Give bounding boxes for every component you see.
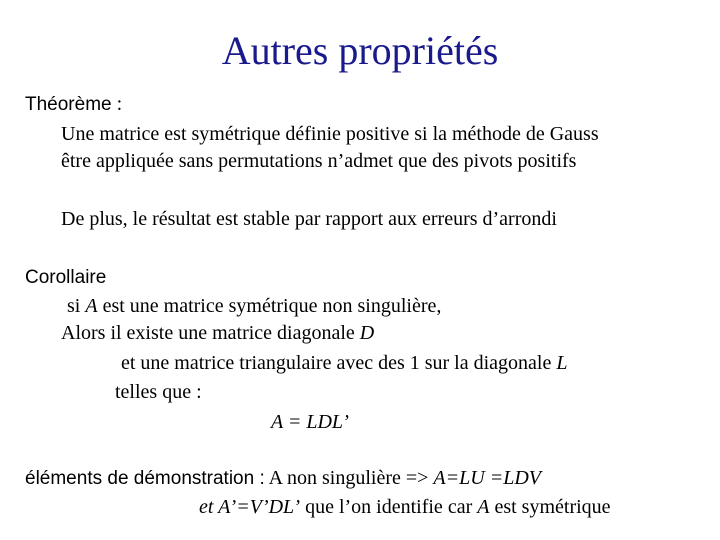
elements-line-1-b: A=LU =LDV [433,467,541,489]
theorem-line-2: être appliquée sans permutations n’admet que des pivots positifs [61,150,577,172]
elements-heading: éléments de démonstration : [25,468,265,489]
elements-line-2-b: que l’on identifie car [300,496,478,518]
theorem-heading-line [25,91,122,118]
theorem-line-1: Une matrice est symétrique définie positive si la méthode de Gauss [61,123,599,145]
corollary-line-3-a: et une matrice triangulaire avec des 1 sur la diagonale [121,352,557,374]
corollary-heading-line [25,264,106,291]
elements-line-1-a: A non singulière => [264,467,434,489]
elements-line-2-c: est symétrique [489,496,611,518]
corollary-line-2-var: D [359,322,375,344]
elements-line-2-var: A [477,496,490,518]
corollary-line-4: telles que : [115,381,202,403]
corollary-line-1-var: A [85,295,98,317]
theorem-line-3: De plus, le résultat est stable par rapport aux erreurs d’arrondi [61,208,557,230]
corollary-line-3 [121,350,568,376]
theorem-heading: Théorème [25,94,112,115]
corollary-line-1-a: si [67,295,86,317]
corollary-line-3-var: L [556,352,568,374]
corollary-formula: A = LDL’ [271,411,349,433]
theorem-colon: : [111,93,123,115]
corollary-line-1-b: est une matrice symétrique non singulière, [97,295,442,317]
slide-title: Autres propriétés [221,28,499,73]
corollary-heading: Corollaire [25,267,107,288]
corollary-line-2 [61,320,374,346]
corollary-line-2-a: Alors il existe une matrice diagonale [61,322,360,344]
corollary-line-1 [67,293,441,319]
elements-line-1 [25,465,541,492]
elements-line-2-a: et A’=V’DL’ [199,496,301,518]
elements-line-2 [199,494,611,520]
